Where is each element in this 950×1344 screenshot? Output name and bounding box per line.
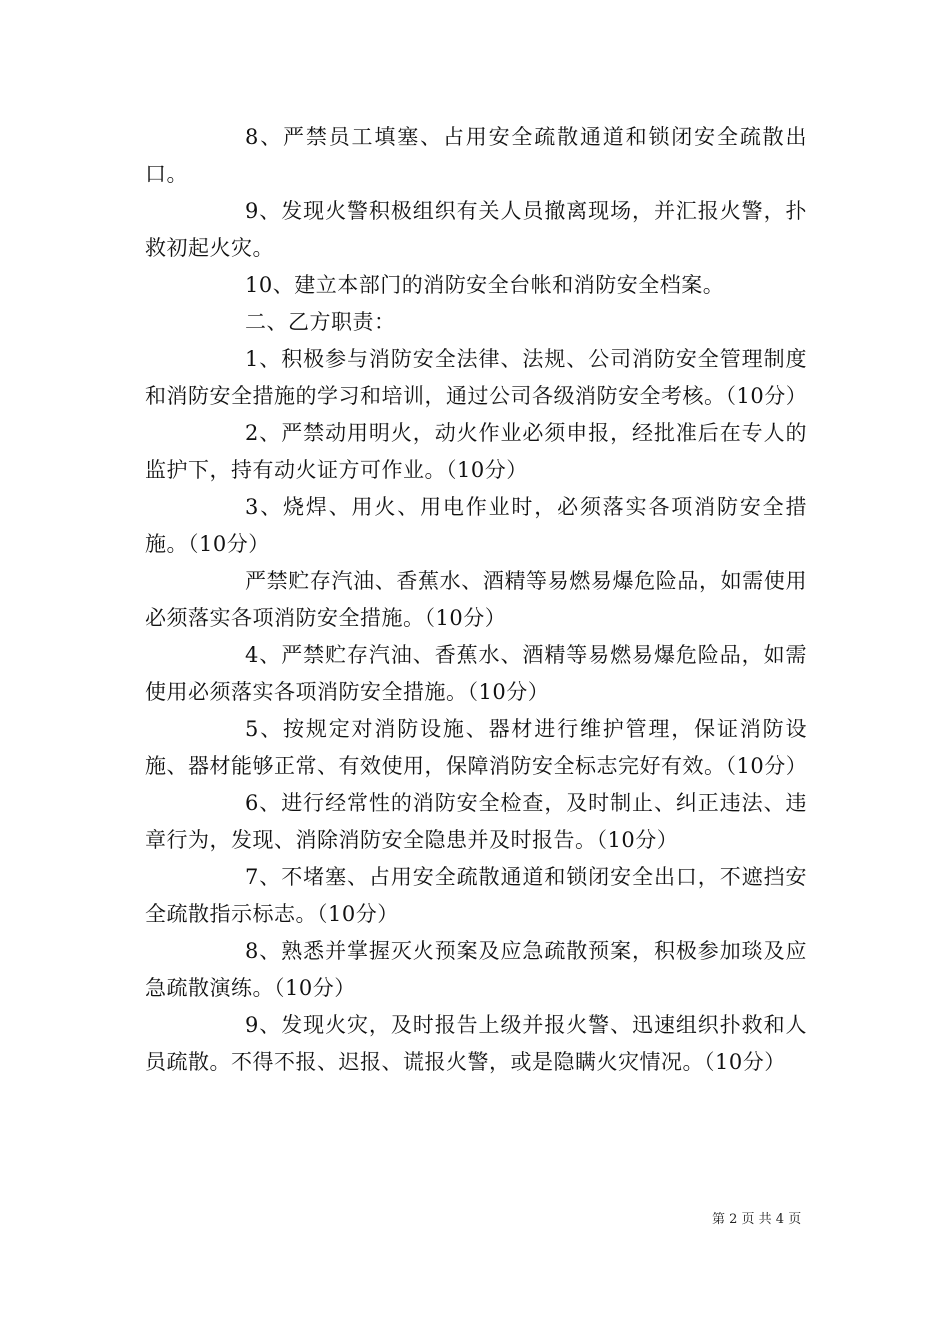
paragraph-item-10-emp: 10、建立本部门的消防安全台帐和消防安全档案。: [245, 273, 725, 297]
section-heading-party-b: 二、乙方职责：: [245, 310, 396, 334]
paragraph-item-9: 9、发现火灾，及时报告上级并报火警、迅速组织扑救和人员疏散。不得不报、迟报、谎报火警，或是隐瞒火灾情况。（10分）: [145, 1013, 807, 1074]
paragraph-item-8: 8、熟悉并掌握灭火预案及应急疏散预案，积极参加琰及应急疏散演练。（10分）: [145, 939, 807, 1000]
page-number-label: 第 2 页 共 4 页: [712, 1212, 802, 1227]
document-body: [145, 119, 807, 1081]
paragraph-item-6: 6、进行经常性的消防安全检查，及时制止、纠正违法、违章行为，发现、消除消防安全隐患并及时报告。（10分）: [145, 791, 807, 852]
paragraph-item-7: 7、不堵塞、占用安全疏散通道和锁闭安全出口，不遮挡安全疏散指示标志。（10分）: [145, 865, 807, 926]
paragraph-item-1: 1、积极参与消防安全法律、法规、公司消防安全管理制度和消防安全措施的学习和培训，通过公司各级消防安全考核。（10分）: [145, 347, 808, 408]
paragraph-item-4: 4、严禁贮存汽油、香蕉水、酒精等易燃易爆危险品，如需使用必须落实各项消防安全措施。（10分）: [145, 643, 807, 704]
page-footer: [712, 1208, 801, 1227]
paragraph-item-3: 3、烧焊、用火、用电作业时，必须落实各项消防安全措施。（10分）: [145, 495, 807, 556]
paragraph-item-8-emp: 8、严禁员工填塞、占用安全疏散通道和锁闭安全疏散出口。: [145, 125, 807, 186]
paragraph-unnumbered: 严禁贮存汽油、香蕉水、酒精等易燃易爆危险品，如需使用必须落实各项消防安全措施。（10分）: [145, 569, 807, 630]
paragraph-item-9-emp: 9、发现火警积极组织有关人员撤离现场，并汇报火警，扑救初起火灾。: [145, 199, 807, 260]
paragraph-item-5: 5、按规定对消防设施、器材进行维护管理，保证消防设施、器材能够正常、有效使用，保障消防安全标志完好有效。（10分）: [145, 717, 808, 778]
paragraph-item-2: 2、严禁动用明火，动火作业必须申报，经批准后在专人的监护下，持有动火证方可作业。（10分）: [145, 421, 807, 482]
